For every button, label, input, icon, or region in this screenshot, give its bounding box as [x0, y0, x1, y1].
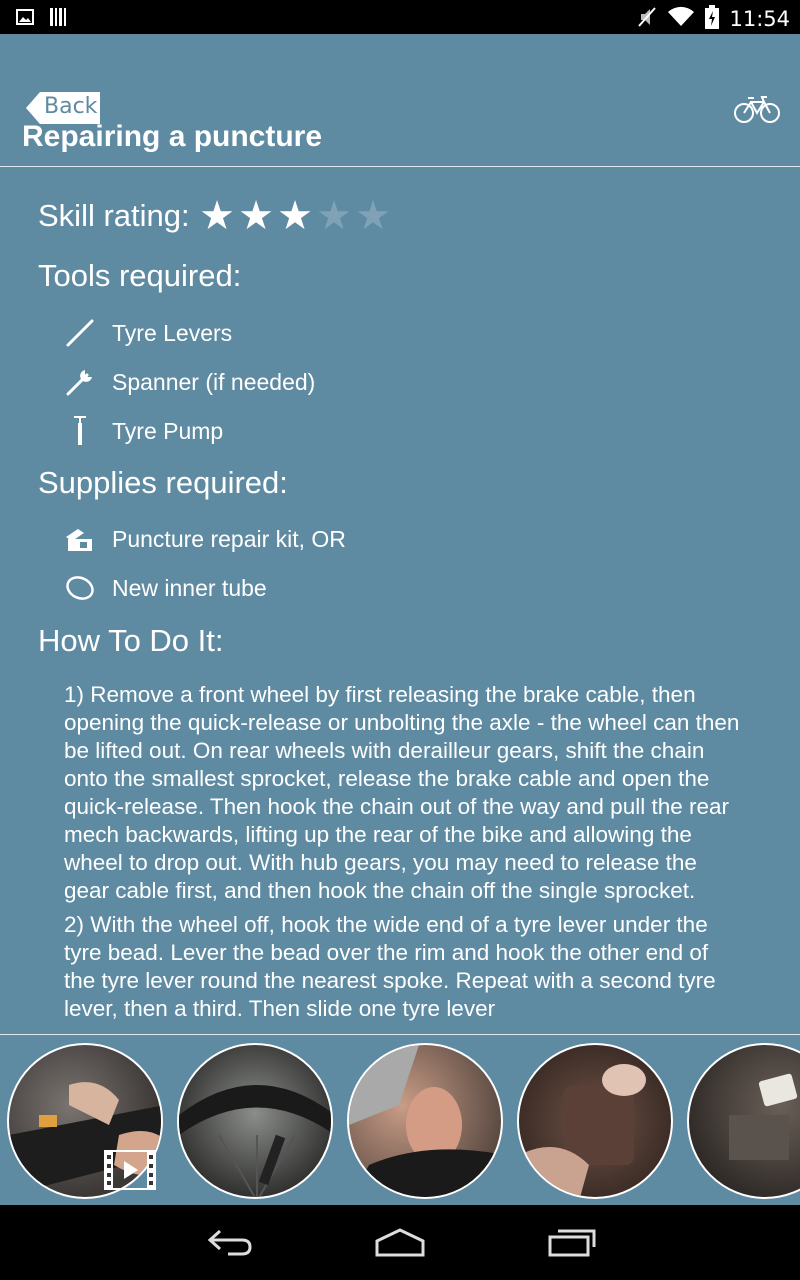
- step-thumb-5[interactable]: [687, 1043, 800, 1199]
- recents-nav-icon[interactable]: [548, 1227, 596, 1261]
- supply-item-label: Puncture repair kit, OR: [112, 525, 346, 552]
- image-icon: [16, 9, 34, 29]
- status-bar: [0, 0, 800, 34]
- supply-item-label: New inner tube: [112, 574, 267, 601]
- supplies-title: Supplies required:: [38, 465, 288, 500]
- pump-icon: [64, 415, 96, 447]
- tool-item: [64, 362, 315, 402]
- status-time: 11:54: [729, 7, 790, 31]
- video-icon: [104, 1150, 156, 1194]
- howto-title: How To Do It:: [38, 623, 224, 658]
- tools-title: Tools required:: [38, 258, 242, 293]
- barcode-icon: [50, 8, 66, 30]
- step-thumb-3[interactable]: [347, 1043, 503, 1199]
- step-thumb-4[interactable]: [517, 1043, 673, 1199]
- star-filled-icon: ★: [238, 193, 275, 239]
- battery-icon: [705, 5, 719, 33]
- content-scroll[interactable]: [0, 168, 800, 1034]
- home-nav-icon[interactable]: [374, 1227, 426, 1261]
- star-rating: [198, 193, 393, 239]
- star-filled-icon: ★: [277, 193, 314, 239]
- mute-icon: [637, 6, 657, 32]
- back-button-label: Back: [44, 94, 98, 119]
- tool-item: [64, 313, 232, 353]
- navigation-bar: [0, 1205, 800, 1280]
- star-empty-icon: ★: [355, 193, 392, 239]
- bicycle-icon[interactable]: [734, 94, 780, 128]
- star-filled-icon: ★: [199, 193, 236, 239]
- spanner-icon: [64, 366, 96, 398]
- step-text: 2) With the wheel off, hook the wide end of a tyre lever under the tyre bead. Lever the bead over the rim and hook the other end of the tyre lever round the nearest spoke. Repeat with a second tyre lever, then a third. Then slide one tyre lever: [64, 912, 716, 1021]
- page-title: Repairing a puncture: [22, 120, 323, 153]
- title-divider: [0, 166, 800, 167]
- repair-kit-icon: [64, 523, 96, 555]
- back-nav-icon[interactable]: [206, 1227, 254, 1261]
- tool-item-label: Tyre Pump: [112, 417, 224, 444]
- skill-rating: [38, 193, 393, 239]
- tool-item-label: Tyre Levers: [112, 319, 233, 346]
- star-empty-icon: ★: [316, 193, 353, 239]
- supply-item: [64, 519, 346, 559]
- tool-item-label: Spanner (if needed): [112, 368, 316, 395]
- skill-rating-label: Skill rating:: [38, 198, 190, 233]
- tool-item: [64, 411, 223, 451]
- step-thumb-2[interactable]: [177, 1043, 333, 1199]
- tyre-lever-icon: [64, 317, 96, 349]
- instruction-steps: [64, 681, 744, 1029]
- inner-tube-icon: [64, 572, 96, 604]
- wifi-icon: [667, 6, 695, 32]
- supply-item: [64, 568, 267, 608]
- step-text: 1) Remove a front wheel by first releasing the brake cable, then opening the quick-release or unbolting the axle - the wheel can then be lifted out. On rear wheels with derailleur gears, shift the chain onto the smallest sprocket, release the brake cable and open the quick-release. Then hook the chain out of the way and pull the rear mech backwards, lifting up the rear of the bike and allowing the wheel to drop out. With hub gears, you may need to release the gear cable first, and then hook the chain off the single sprocket.: [64, 682, 740, 903]
